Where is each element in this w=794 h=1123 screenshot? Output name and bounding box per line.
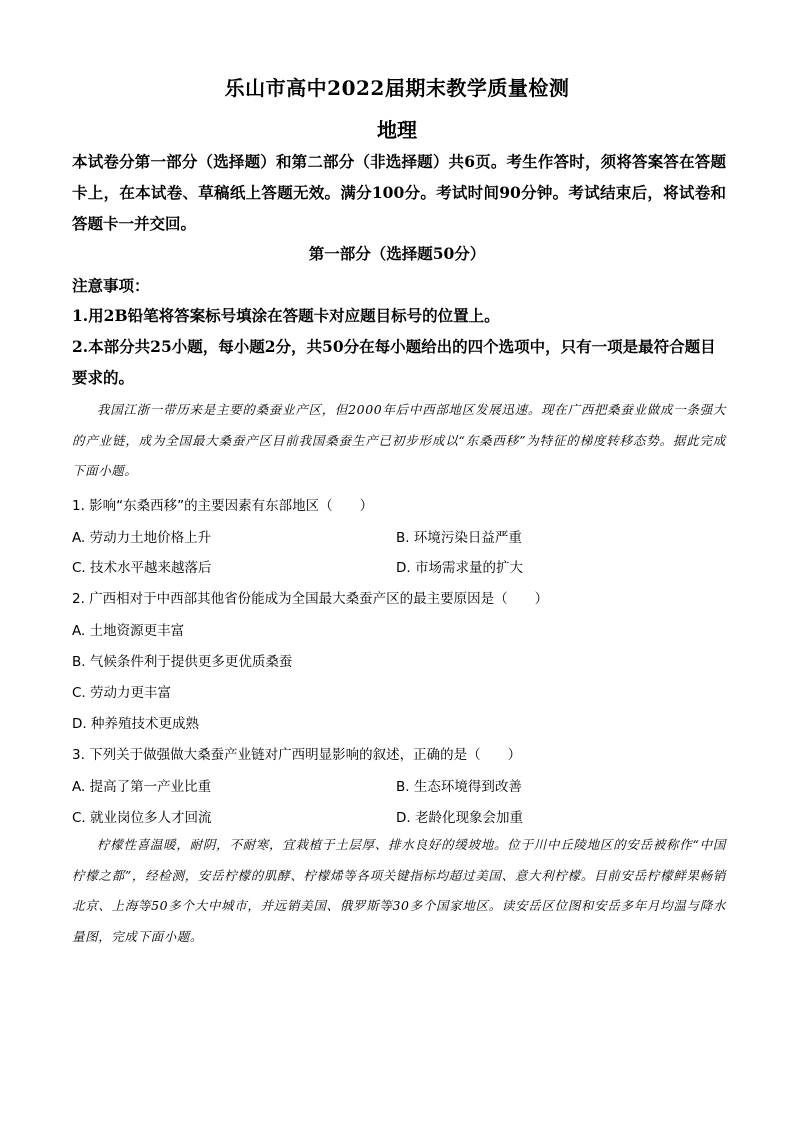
question-3-option-a: A. 提高了第一产业比重 [72,779,212,795]
question-2-option-c: C. 劳动力更丰富 [72,685,172,701]
question-1-option-c: C. 技术水平越来越落后 [72,560,212,576]
question-1-option-d: D. 市场需求量的扩大 [396,560,523,576]
exam-title: 乐山市高中2022届期末教学质量检测 [224,76,570,100]
question-1-option-a: A. 劳动力土地价格上升 [72,530,212,546]
question-2-option-b: B. 气候条件利于提供更多更优质桑蚕 [72,654,293,670]
question-3-option-b: B. 生态环境得到改善 [396,779,522,795]
question-2-option-d: D. 种养殖技术更成熟 [72,716,199,732]
question-3-stem: 3. 下列关于做强做大桑蚕产业链对广西明显影响的叙述，正确的是（ ） [72,747,522,763]
question-1-option-b: B. 环境污染日益严重 [396,530,522,546]
exam-instructions: 本试卷分第一部分（选择题）和第二部分（非选择题）共6页。考生作答时，须将答案答在答题卡上，在本试卷、草稿纸上答题无效。满分100分。考试时间90分钟。考试结束后，将试卷和答题卡一并交回。 [72,152,726,233]
question-2-option-a: A. 土地资源更丰富 [72,623,185,639]
part-one-title: 第一部分（选择题50分） [308,244,486,263]
notice-item-2: 2.本部分共25小题，每小题2分，共50分在每小题给出的四个选项中，只有一项是最符合题目要求的。 [72,337,716,387]
notice-heading: 注意事项： [72,276,150,295]
notice-item-1: 1.用2B铅笔将答案标号填涂在答题卡对应题目标号的位置上。 [72,306,500,325]
question-1-stem: 1. 影响“东桑西移”的主要因素有东部地区（ ） [72,498,374,514]
reading-passage-lemon: 柠檬性喜温暖，耐阴，不耐寒，宜栽植于土层厚、排水良好的缓坡地。位于川中丘陵地区的安岳被称作“中国柠檬之都”，经检测，安岳柠檬的肌酵、柠檬烯等各项关键指标均超过美国、意大利柠檬。目前安岳柠檬鲜果畅销北京、上海等50多个大中城市，并远销美国、俄罗斯等30多个国家地区。读安岳区位图和安岳多年月均温与降水量图，完成下面小题。 [72,837,726,944]
question-3-option-d: D. 老龄化现象会加重 [396,810,523,826]
subject-title: 地理 [377,118,417,142]
question-2-stem: 2. 广西相对于中西部其他省份能成为全国最大桑蚕产区的最主要原因是（ ） [72,591,549,607]
question-3-option-c: C. 就业岗位多人才回流 [72,810,212,826]
reading-passage-silk: 我国江浙一带历来是主要的桑蚕业产区，但2000年后中西部地区发展迅速。现在广西把桑蚕业做成一条强大的产业链，成为全国最大桑蚕产区目前我国桑蚕生产已初步形成以“东桑西移”为特征的梯度转移态势。据此完成下面小题。 [72,402,726,478]
